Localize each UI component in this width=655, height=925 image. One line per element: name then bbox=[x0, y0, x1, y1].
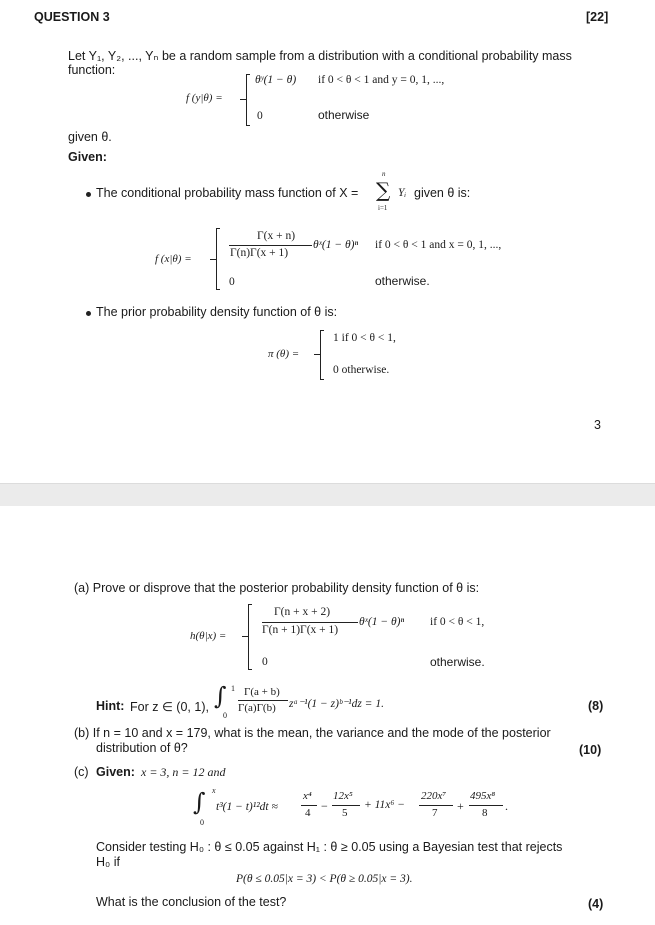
posterior-num: Γ(n + x + 2) bbox=[274, 606, 331, 618]
posterior-lhs: h(θ|x) = bbox=[190, 630, 227, 642]
posterior-tail: θˣ(1 − θ)ⁿ bbox=[359, 616, 405, 628]
c-t5-den: 8 bbox=[482, 807, 488, 819]
c-int-upper: x bbox=[212, 786, 216, 795]
pmf-x-num: Γ(x + n) bbox=[257, 230, 296, 242]
brace-mid bbox=[314, 354, 320, 355]
bullet-2-text: The prior probability density function of θ is: bbox=[96, 305, 338, 319]
intro-line-2: function: bbox=[68, 63, 116, 77]
brace-mid bbox=[242, 636, 248, 637]
part-c-label: (c) bbox=[74, 765, 89, 779]
part-a-marks: (8) bbox=[588, 699, 604, 713]
hint-tail: zᵃ⁻¹(1 − z)ᵇ⁻¹dz = 1. bbox=[289, 698, 384, 710]
brace-mid bbox=[210, 259, 216, 260]
hint-num: Γ(a + b) bbox=[244, 686, 280, 698]
brace-tick bbox=[320, 330, 324, 331]
pmf-y-case1-expr: θʸ(1 − θ) bbox=[255, 74, 297, 86]
brace-tick bbox=[246, 74, 250, 75]
posterior-case2: 0 bbox=[262, 656, 268, 668]
c-t3: + 11x⁶ − bbox=[364, 799, 406, 811]
c-t4-line bbox=[419, 805, 453, 806]
page-number: 3 bbox=[594, 418, 601, 432]
c-t1-num: x⁴ bbox=[303, 790, 312, 802]
pmf-y-brace bbox=[246, 74, 247, 126]
c-t1-den: 4 bbox=[305, 807, 311, 819]
sum-lower: i=1 bbox=[378, 204, 388, 212]
prior-case1: 1 if 0 < θ < 1, bbox=[333, 332, 396, 344]
part-b-marks: (10) bbox=[579, 743, 602, 757]
intro-line-1: Let Y₁, Y₂, ..., Yₙ be a random sample from a distribution with a conditional probability mass bbox=[68, 49, 572, 63]
part-b-line-2: distribution of θ? bbox=[96, 741, 188, 755]
brace-tick bbox=[246, 125, 250, 126]
posterior-fraction-line bbox=[262, 622, 358, 623]
brace-tick bbox=[216, 228, 220, 229]
given-theta: given θ. bbox=[68, 130, 112, 144]
part-c-question: What is the conclusion of the test? bbox=[96, 895, 287, 909]
pmf-x-brace bbox=[216, 228, 217, 290]
pmf-y-lhs: f (y|θ) = bbox=[186, 92, 223, 104]
question-marks: [22] bbox=[586, 10, 609, 24]
pmf-x-cond1: if 0 < θ < 1 and x = 0, 1, ..., bbox=[375, 239, 502, 251]
pmf-x-case2: 0 bbox=[229, 276, 235, 288]
part-c-test-line-1: Consider testing H₀ : θ ≤ 0.05 against H₁ : θ ≥ 0.05 using a Bayesian test that rejects bbox=[96, 840, 563, 854]
prior-lhs: π (θ) = bbox=[268, 348, 300, 360]
page-separator bbox=[0, 483, 655, 507]
part-b-line-1: (b) If n = 10 and x = 179, what is the mean, the variance and the mode of the posterior bbox=[74, 726, 551, 740]
part-a-label: (a) Prove or disprove that the posterior probability density function of θ is: bbox=[74, 581, 480, 595]
pmf-y-case2-cond: otherwise bbox=[318, 108, 370, 122]
bullet-1 bbox=[86, 192, 91, 197]
hint-int-upper: 1 bbox=[231, 684, 235, 693]
hint-int-lower: 0 bbox=[223, 711, 227, 720]
posterior-cond1: if 0 < θ < 1, bbox=[430, 616, 485, 628]
bullet-1-text: The conditional probability mass function of X = bbox=[96, 186, 359, 200]
c-t2-num: 12x⁵ bbox=[333, 790, 353, 802]
part-c-test-line-2: H₀ if bbox=[96, 855, 120, 869]
sum-upper: n bbox=[382, 170, 386, 178]
part-c-rule: P(θ ≤ 0.05|x = 3) < P(θ ≥ 0.05|x = 3). bbox=[236, 873, 413, 885]
bullet-2 bbox=[86, 311, 91, 316]
c-end: . bbox=[505, 799, 508, 813]
posterior-den: Γ(n + 1)Γ(x + 1) bbox=[262, 624, 339, 636]
brace-tick bbox=[248, 669, 252, 670]
hint-den: Γ(a)Γ(b) bbox=[238, 702, 276, 714]
integral-sign: ∫ bbox=[214, 682, 227, 710]
prior-brace bbox=[320, 330, 321, 380]
c-t4-den: 7 bbox=[432, 807, 438, 819]
hint-pre: For z ∈ (0, 1), bbox=[130, 700, 209, 714]
pmf-x-lhs: f (x|θ) = bbox=[155, 253, 192, 265]
integral-sign: ∫ bbox=[193, 788, 206, 816]
c-t2-line bbox=[332, 805, 360, 806]
question-title: QUESTION 3 bbox=[34, 10, 110, 24]
pmf-x-cond2: otherwise. bbox=[375, 274, 430, 288]
brace-tick bbox=[320, 379, 324, 380]
part-c-given-text: x = 3, n = 12 and bbox=[141, 765, 226, 779]
c-t1-line bbox=[301, 805, 317, 806]
sum-sign: ∑ bbox=[376, 178, 391, 202]
bullet-1-suffix: given θ is: bbox=[414, 186, 471, 200]
pmf-x-den: Γ(n)Γ(x + 1) bbox=[230, 247, 289, 259]
c-integrand: t³(1 − t)¹²dt ≈ bbox=[216, 801, 278, 813]
c-t2-den: 5 bbox=[342, 807, 348, 819]
posterior-brace bbox=[248, 604, 249, 670]
brace-mid bbox=[240, 99, 246, 100]
given-label: Given: bbox=[68, 150, 107, 164]
c-int-lower: 0 bbox=[200, 818, 204, 827]
page-2 bbox=[0, 506, 655, 925]
sum-term: Yᵢ bbox=[398, 187, 407, 199]
brace-tick bbox=[248, 604, 252, 605]
c-op1: − bbox=[321, 799, 328, 813]
c-op4: + bbox=[457, 799, 464, 813]
hint-fraction-line bbox=[238, 700, 288, 701]
hint-label: Hint: bbox=[96, 699, 125, 713]
c-t5-num: 495x⁸ bbox=[470, 790, 496, 802]
brace-tick bbox=[216, 289, 220, 290]
pmf-y-case2-expr: 0 bbox=[257, 110, 263, 122]
part-c-marks: (4) bbox=[588, 897, 604, 911]
posterior-cond2: otherwise. bbox=[430, 655, 485, 669]
pmf-y-case1-cond: if 0 < θ < 1 and y = 0, 1, ..., bbox=[318, 74, 445, 86]
pmf-x-fraction-line bbox=[229, 245, 312, 246]
c-t4-num: 220x⁷ bbox=[421, 790, 447, 802]
prior-case2: 0 otherwise. bbox=[333, 364, 390, 376]
part-c-given-label: Given: bbox=[96, 765, 135, 779]
pmf-x-tail: θˣ(1 − θ)ⁿ bbox=[313, 239, 359, 251]
c-t5-line bbox=[469, 805, 503, 806]
